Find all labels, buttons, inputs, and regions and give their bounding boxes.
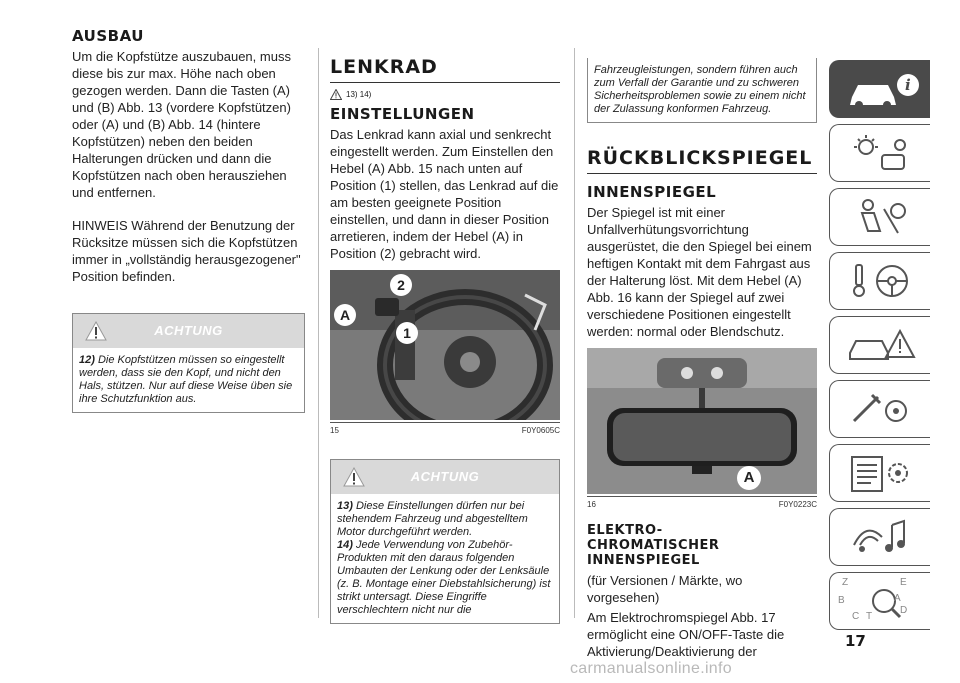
label-badge: A (334, 304, 356, 326)
warning-refs: 13) 14) (330, 89, 560, 100)
figure-caption: 15 F0Y0605C (330, 422, 560, 435)
tab-index[interactable]: Z E B A C T D (829, 572, 930, 630)
warning-note: 12) Die Kopfstützen müssen so eingestellt werden, dass sie den Kopf, und nicht den Hals, stützen. Nur auf diese Weise üben sie ihre Schutzfunktion aus. (79, 354, 293, 405)
section-heading: INNENSPIEGEL (587, 183, 717, 201)
airbag-seat-icon (844, 195, 924, 241)
warning-box (72, 313, 305, 413)
chapter-heading: LENKRAD (330, 56, 560, 83)
paragraph: Das Lenkrad kann axial und senkrecht eingestellt werden. Zum Einstellen den Hebel (A) Abb. 15 nach unten auf Position (1) stellen, das Lenkrad auf die am besten geeignete Position einstellen, und dann in dieser Position arretieren, indem der Hebel (A) in Position (2) gebracht wird. (330, 127, 559, 261)
dashboard-lights-icon (844, 131, 924, 177)
column-2 (330, 28, 560, 624)
column-1 (72, 28, 305, 413)
warning-body: Fahrzeugleistungen, sondern führen auch zum Verfall der Garantie und zu schweren Sicherheitsproblemen sowie zu einem nicht der Zulassung konformen Fahrzeug. (594, 64, 806, 115)
warning-body (73, 348, 304, 412)
paragraph: Um die Kopfstütze auszubauen, muss diese bis zur max. Höhe nach oben gezogen werden. Dann die Tasten (A) und (B) Abb. 13 (vordere Kopfstützen) oder (A) und (B) Abb. 14 (hintere Kopfstützen) neben den beiden Halterungen drücken und dann die Kopfstützen nach oben herausziehen und entfernen. (72, 49, 291, 200)
tab-airbag-seat[interactable] (829, 188, 930, 246)
section-heading: ELEKTRO- CHROMATISCHER INNENSPIEGEL (587, 523, 720, 568)
section-heading: AUSBAU (72, 27, 144, 45)
tab-warning-car[interactable] (829, 316, 930, 374)
paragraph: Am Elektrochromspiegel Abb. 17 ermöglicht eine ON/OFF-Taste die Aktivierung/Deaktivierung der (587, 610, 785, 659)
tab-technical-data[interactable] (829, 444, 930, 502)
warning-body (331, 494, 559, 623)
figure-caption: 16 F0Y0223C (587, 496, 817, 509)
label-badge: 1 (396, 322, 418, 344)
chapter-heading: RÜCKBLICKSPIEGEL (587, 147, 817, 174)
label-badge: 2 (390, 274, 412, 296)
warning-note: 13) Diese Einstellungen dürfen nur bei stehendem Fahrzeug und abgestelltem Motor durchgeführt werden. (337, 500, 528, 538)
column-divider (574, 48, 575, 618)
tab-car-info[interactable] (829, 60, 930, 118)
warning-continued (587, 58, 817, 123)
steering-photo (330, 270, 560, 420)
paragraph: Der Spiegel ist mit einer Unfallverhütungsvorrichtung ausgerüstet, die den Spiegel bei einem heftigen Kontakt mit dem Fahrgast aus der Halterung löst. Mit dem Hebel (A) Abb. 16 kann der Spiegel auf zwei verschiedene Positionen eingestellt werden: normal oder Blendschutz. (587, 205, 812, 339)
mirror-figure (587, 348, 817, 494)
label-badge: A (737, 466, 761, 490)
column-divider (318, 48, 319, 618)
warning-title: ACHTUNG (154, 323, 223, 338)
paragraph: HINWEIS Während der Benutzung der Rücksitze müssen sich die Kopfstützen immer in „vollständig herausgezogener" Position befinden. (72, 218, 301, 284)
page-number: 17 (845, 632, 866, 650)
technical-data-icon (844, 451, 924, 497)
warning-car-icon (844, 323, 924, 369)
tab-multimedia[interactable] (829, 508, 930, 566)
multimedia-icon (844, 515, 924, 561)
warning-triangle-icon (330, 89, 342, 100)
warning-box (330, 459, 560, 624)
warning-header (73, 314, 304, 348)
tab-maintenance[interactable] (829, 380, 930, 438)
warning-triangle-icon (85, 321, 107, 341)
warning-header (331, 460, 559, 494)
warning-title: ACHTUNG (410, 469, 480, 484)
key-steering-icon (844, 259, 924, 305)
svg-text:i: i (905, 76, 911, 94)
paragraph: (für Versionen / Märkte, wo vorgesehen) (587, 573, 743, 605)
column-3 (587, 28, 817, 660)
warning-triangle-icon (343, 467, 365, 487)
watermark: carmanualsonline.info (570, 660, 732, 677)
car-info-icon (844, 67, 924, 113)
chapter-tabs (829, 60, 930, 636)
maintenance-icon (844, 387, 924, 433)
tab-key-steering[interactable] (829, 252, 930, 310)
section-heading: EINSTELLUNGEN (330, 105, 475, 123)
mirror-photo (587, 348, 817, 494)
tab-dashboard-lights[interactable] (829, 124, 930, 182)
steering-figure (330, 270, 560, 420)
warning-note: 14) Jede Verwendung von Zubehör-Produkten mit den daraus folgenden Umbauten der Lenkung oder der Lenksäule (z. B. Montage einer Diebstahlsicherung) ist strikt untersagt. Diese Eingriffe verschlechtern nicht nur die (337, 539, 551, 616)
